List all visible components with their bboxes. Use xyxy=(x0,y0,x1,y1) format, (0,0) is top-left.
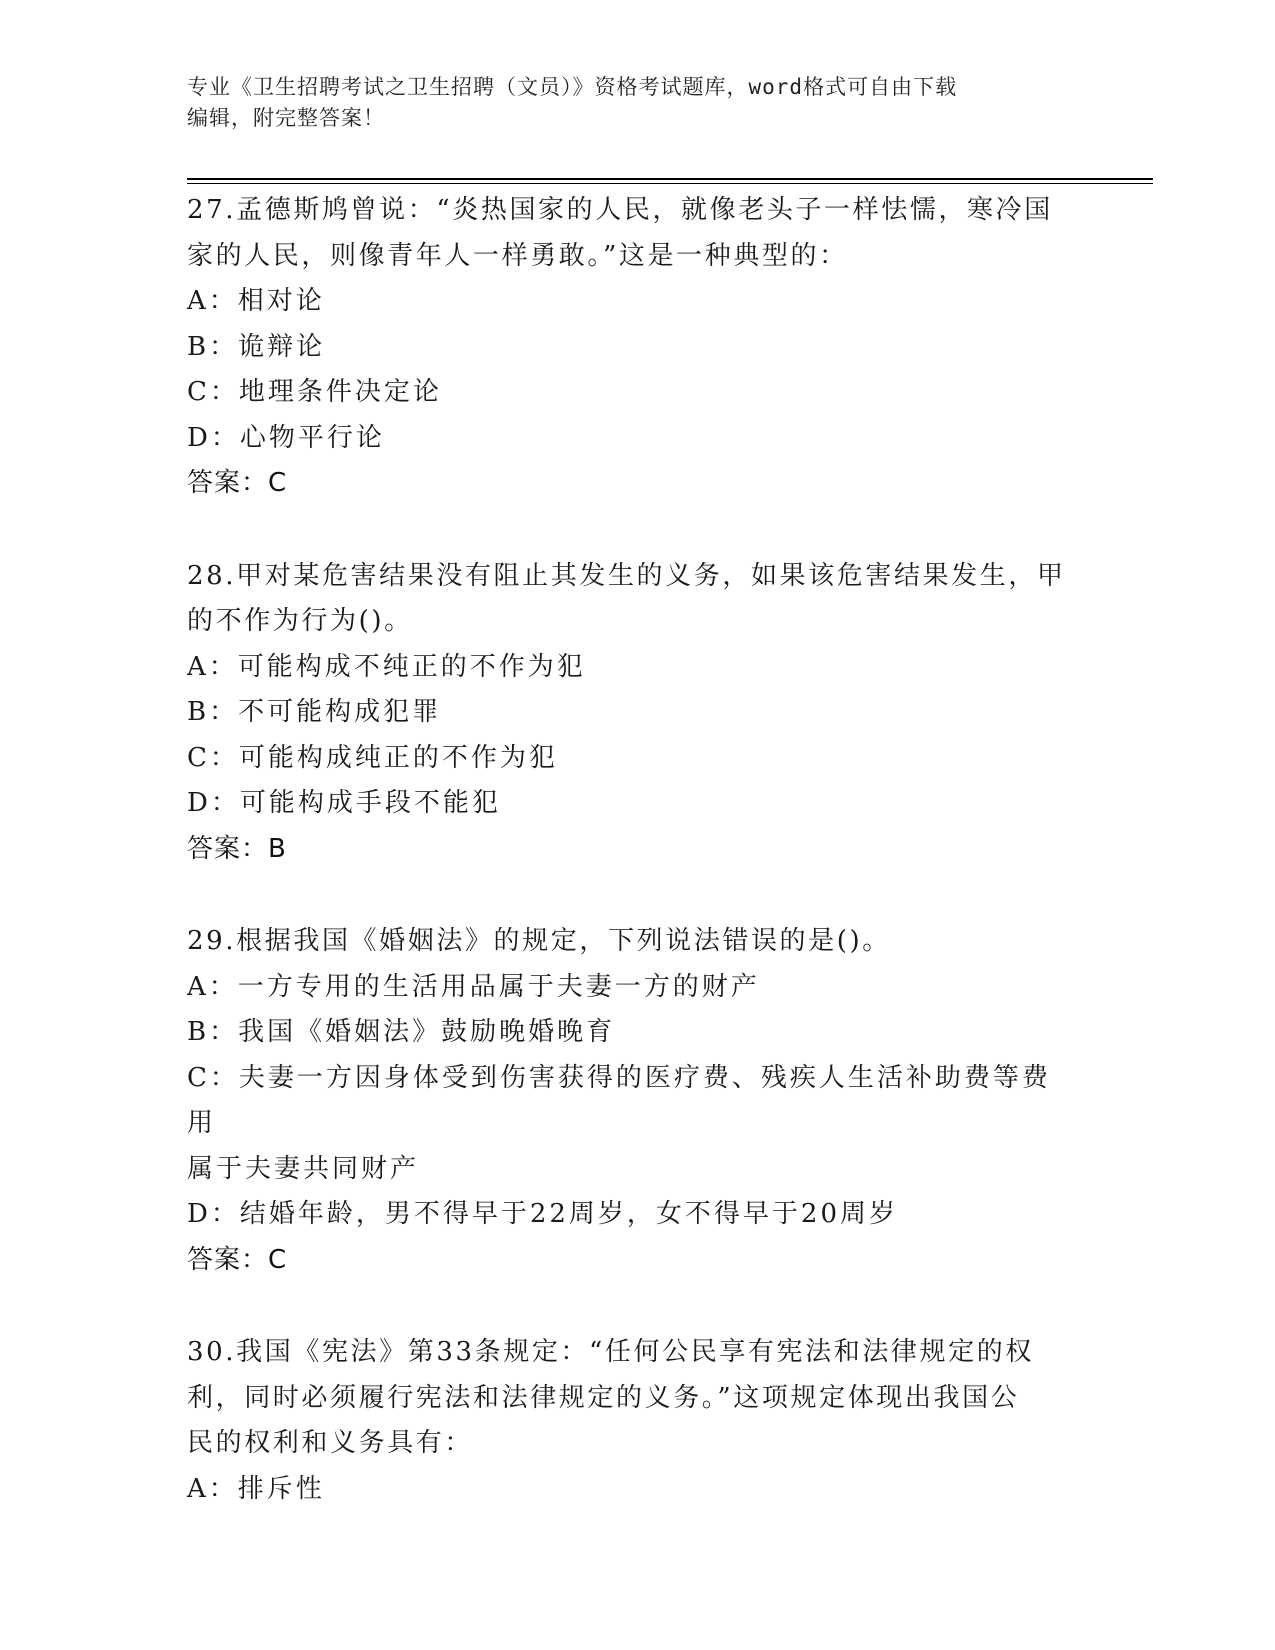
question-list xyxy=(187,188,1077,1559)
answer-line: 答案：C xyxy=(187,1244,288,1275)
option-a: A：相对论 xyxy=(187,286,325,316)
header-divider-thin xyxy=(187,183,1153,184)
question-stem-line: 的不作为行为()。 xyxy=(187,606,413,636)
option-b: B：我国《婚姻法》鼓励晚婚晚育 xyxy=(187,1017,616,1047)
question-stem-line: 30.我国《宪法》第33条规定：“任何公民享有宪法和法律规定的权 xyxy=(187,1337,1034,1367)
header-line: 专业《卫生招聘考试之卫生招聘（文员）》资格考试题库，word格式可自由下载 xyxy=(187,75,958,99)
option-d: D：心物平行论 xyxy=(187,422,385,453)
question-28 xyxy=(187,554,1077,873)
option-d: D：可能构成手段不能犯 xyxy=(187,788,501,818)
question-stem-line: 27.孟德斯鸠曾说：“炎热国家的人民，就像老头子一样怯懦，寒冷国 xyxy=(187,195,1053,225)
option-a: A：排斥性 xyxy=(187,1473,325,1504)
option-c: C：夫妻一方因身体受到伤害获得的医疗费、残疾人生活补助费等费用 xyxy=(187,1062,1051,1138)
question-stem-line: 利，同时必须履行宪法和法律规定的义务。”这项规定体现出我国公 xyxy=(187,1382,1020,1413)
document-header xyxy=(187,72,1067,134)
option-d: D：结婚年龄，男不得早于22周岁，女不得早于20周岁 xyxy=(187,1199,899,1229)
question-stem-line: 29.根据我国《婚姻法》的规定，下列说法错误的是()。 xyxy=(187,926,891,956)
question-30 xyxy=(187,1330,1077,1512)
option-c-continued: 属于夫妻共同财产 xyxy=(187,1153,420,1184)
option-a: A：一方专用的生活用品属于夫妻一方的财产 xyxy=(187,971,760,1002)
option-a: A：可能构成不纯正的不作为犯 xyxy=(187,651,586,682)
answer-line: 答案：C xyxy=(187,468,288,498)
option-c: C：地理条件决定论 xyxy=(187,377,442,407)
answer-line: 答案：B xyxy=(187,833,287,864)
question-stem-line: 28.甲对某危害结果没有阻止其发生的义务，如果该危害结果发生，甲 xyxy=(187,560,1066,591)
header-divider-thick xyxy=(187,178,1153,180)
option-c: C：可能构成纯正的不作为犯 xyxy=(187,742,558,773)
question-stem-line: 家的人民，则像青年人一样勇敢。”这是一种典型的： xyxy=(187,240,848,271)
question-stem-line: 民的权利和义务具有： xyxy=(187,1428,474,1458)
option-b: B：不可能构成犯罪 xyxy=(187,697,442,727)
header-line: 编辑，附完整答案！ xyxy=(187,106,385,130)
option-b: B：诡辩论 xyxy=(187,331,326,362)
question-27 xyxy=(187,188,1077,507)
question-29 xyxy=(187,919,1077,1283)
